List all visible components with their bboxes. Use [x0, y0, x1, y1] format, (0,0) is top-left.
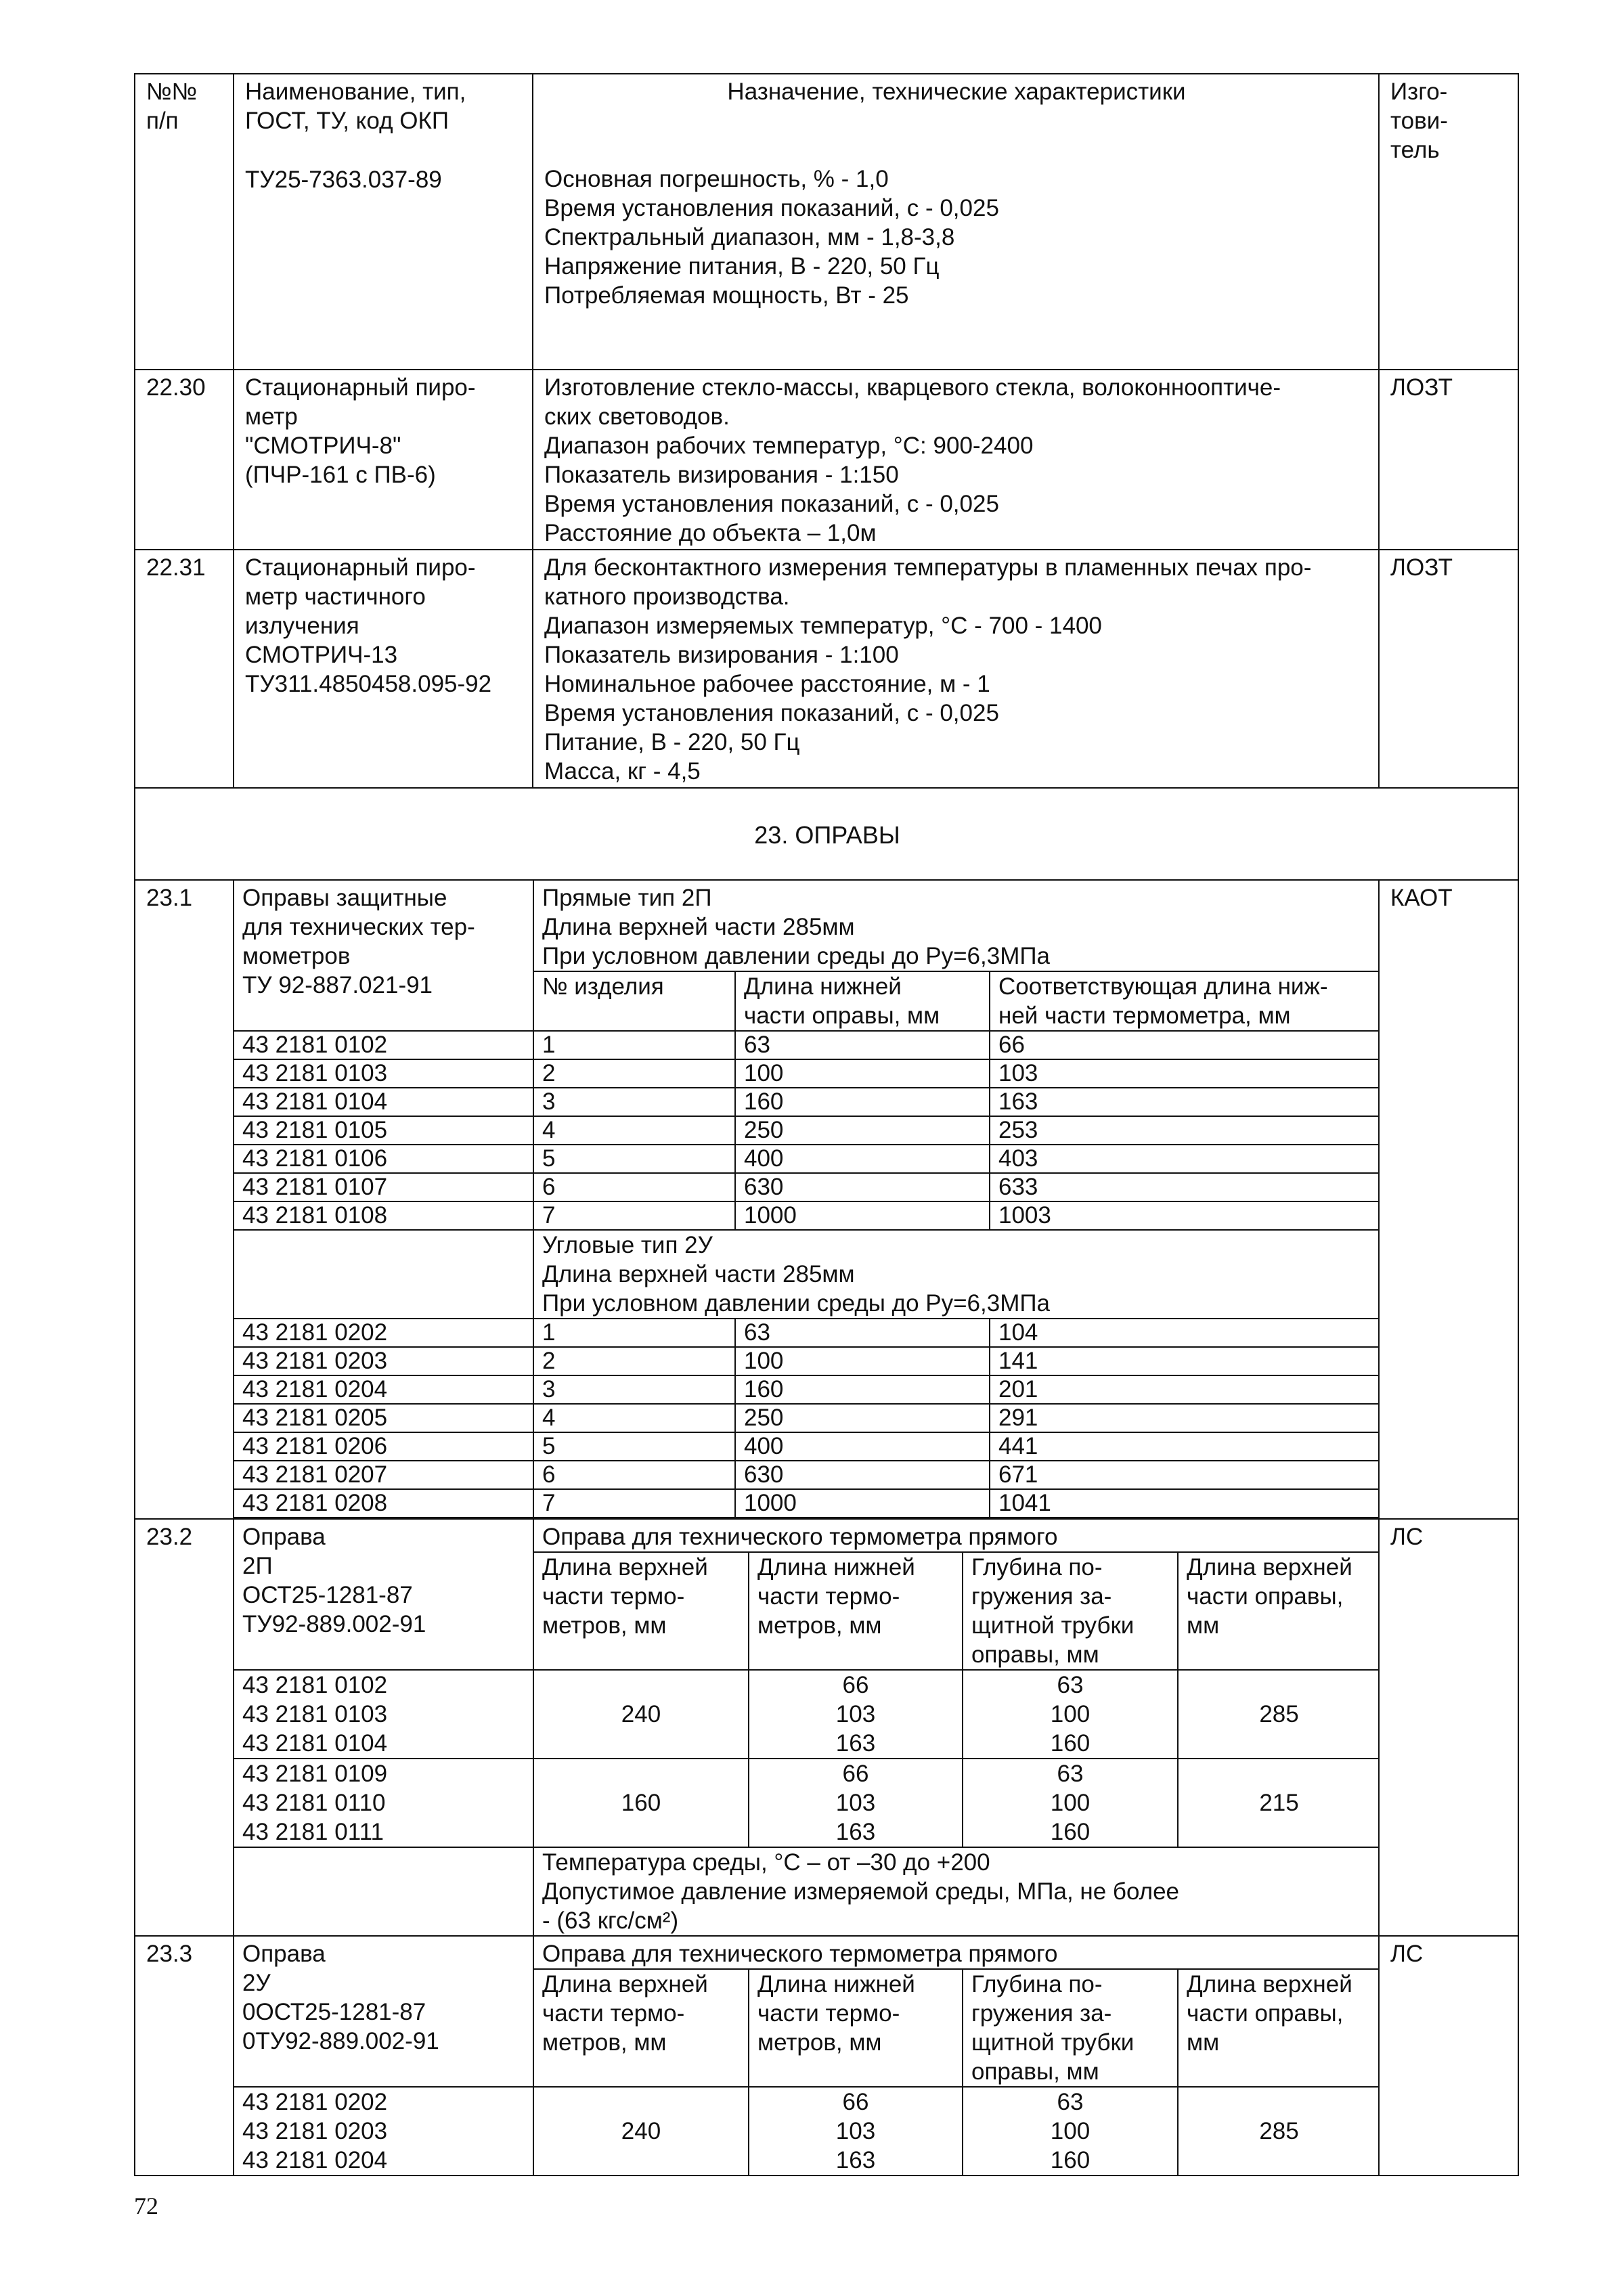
col-header-line: части оправы,	[1187, 1583, 1344, 1610]
value-text: 215	[1259, 1790, 1299, 1816]
col-header-line: метров, мм	[757, 1612, 882, 1639]
col-header-frame	[1178, 1969, 1380, 2087]
product-code: 43 2181 0105	[234, 1116, 533, 1145]
note-line: Допустимое давление измеряемой среды, МПа, не более	[542, 1878, 1180, 1905]
product-code: 43 2181 0106	[234, 1145, 533, 1173]
table-row	[234, 1145, 1380, 1173]
item-name-line: для технических тер-	[242, 914, 475, 940]
spec-line: ских световодов.	[544, 403, 730, 430]
section-heading	[135, 788, 1518, 880]
product-code: 43 2181 0104	[234, 1088, 533, 1116]
angle-intro-row	[234, 1230, 1380, 1319]
table-row	[234, 1319, 1380, 1347]
value-text: 240	[621, 1701, 661, 1727]
col-header-line: Длина верхней	[542, 1971, 708, 1997]
thermo-length: 201	[990, 1375, 1380, 1404]
item-name-line: излучения	[245, 613, 359, 639]
table-row	[234, 1201, 1380, 1230]
item-index: 6	[533, 1461, 735, 1489]
table-row	[135, 880, 1518, 1519]
value-text: 66	[842, 1672, 869, 1698]
value-text: 160	[621, 1790, 661, 1816]
item-23-1-body	[234, 880, 1379, 1519]
value-text: 63	[1057, 1761, 1084, 1787]
item-number-text: 23.1	[146, 885, 193, 911]
intro-line: Прямые тип 2П	[542, 885, 712, 911]
frame-title	[533, 1937, 1380, 1969]
product-code: 43 2181 0207	[234, 1461, 533, 1489]
value-text: 163	[835, 1819, 876, 1845]
spec-line: Масса, кг - 4,5	[544, 758, 701, 785]
maker-text: ЛОЗТ	[1390, 374, 1453, 401]
col-header-line: мм	[1187, 2029, 1220, 2056]
col-header-line: щитной трубки	[971, 1612, 1135, 1639]
col-header-lower	[749, 1552, 963, 1670]
lower-length: 250	[735, 1116, 990, 1145]
col-header-line: части оправы, мм	[744, 1002, 940, 1029]
spec-line: Питание, В - 220, 50 Гц	[544, 729, 800, 755]
item-index: 3	[533, 1088, 735, 1116]
col-header-lower	[735, 971, 990, 1031]
item-name-line: Оправа	[242, 1941, 326, 1967]
codes-cell	[234, 2087, 533, 2175]
product-code: 43 2181 0110	[242, 1790, 386, 1816]
empty-cell	[234, 1230, 533, 1319]
table-row	[234, 1461, 1380, 1489]
header-maker-line: Изго-	[1390, 79, 1448, 105]
product-code: 43 2181 0203	[234, 1347, 533, 1375]
codes-cell	[234, 1670, 533, 1759]
continued-spec-line: Время установления показаний, с - 0,025	[544, 195, 999, 221]
continued-spec-line: Потребляемая мощность, Вт - 25	[544, 282, 909, 309]
col-header-line: гружения за-	[971, 1583, 1112, 1610]
value-text: 160	[1050, 1730, 1091, 1757]
item-name-line: Стационарный пиро-	[245, 374, 476, 401]
col-header-line: оправы, мм	[971, 2058, 1099, 2085]
header-maker-cell	[1379, 74, 1518, 370]
item-number	[135, 1519, 234, 1936]
col-header-depth	[963, 1552, 1178, 1670]
col-header-line: Длина нижней	[757, 1554, 915, 1581]
frame-title-text: Оправа для технического термометра прямого	[542, 1941, 1058, 1967]
continued-spec-line: Напряжение питания, В - 220, 50 Гц	[544, 253, 940, 280]
spec-line: Номинальное рабочее расстояние, м - 1	[544, 671, 990, 697]
col-header-line: части термо-	[757, 2000, 900, 2027]
item-name	[234, 370, 533, 550]
col-header-frame	[1178, 1552, 1380, 1670]
item-name	[234, 1520, 533, 1670]
col-header-line: щитной трубки	[971, 2029, 1135, 2056]
title-row	[234, 1937, 1380, 1969]
item-23-2-subtable	[234, 1520, 1380, 1935]
thermo-length: 104	[990, 1319, 1380, 1347]
item-index: 2	[533, 1347, 735, 1375]
thermo-length: 441	[990, 1432, 1380, 1461]
item-name-line: 0ОСТ25-1281-87	[242, 1999, 426, 2025]
item-name-line: 2П	[242, 1553, 273, 1579]
thermo-length: 291	[990, 1404, 1380, 1432]
col-header-line: № изделия	[542, 973, 664, 1000]
item-name-line: ТУ311.4850458.095-92	[245, 671, 492, 697]
item-name	[234, 1937, 533, 2087]
item-maker	[1379, 370, 1518, 550]
product-code: 43 2181 0203	[242, 2118, 388, 2144]
item-name-line: метр частичного	[245, 583, 426, 610]
col-header-line: гружения за-	[971, 2000, 1112, 2027]
item-name	[234, 550, 533, 788]
item-name-line: мометров	[242, 943, 351, 969]
product-code: 43 2181 0111	[242, 1819, 384, 1845]
product-code: 43 2181 0108	[234, 1201, 533, 1230]
item-maker	[1379, 550, 1518, 788]
thermo-length: 103	[990, 1059, 1380, 1088]
straight-rows	[234, 1031, 1380, 1230]
item-23-2-body	[234, 1519, 1379, 1936]
lower-length: 100	[735, 1059, 990, 1088]
product-code: 43 2181 0204	[234, 1375, 533, 1404]
col-header-line: Длина нижней	[744, 973, 902, 1000]
item-number	[135, 370, 234, 550]
lower-length: 160	[735, 1375, 990, 1404]
thermo-length: 403	[990, 1145, 1380, 1173]
continued-spec-line: Основная погрешность, % - 1,0	[544, 166, 889, 192]
thermo-length: 253	[990, 1116, 1380, 1145]
table-row	[135, 550, 1518, 788]
lower-length: 1000	[735, 1201, 990, 1230]
product-code: 43 2181 0208	[234, 1489, 533, 1518]
col-header-depth	[963, 1969, 1178, 2087]
depths	[963, 2087, 1178, 2175]
section-title: 23. ОПРАВЫ	[754, 820, 900, 849]
table-row	[234, 1088, 1380, 1116]
item-number-text: 22.31	[146, 554, 206, 581]
lower-length: 1000	[735, 1489, 990, 1518]
lower-lengths	[749, 1759, 963, 1847]
product-code: 43 2181 0204	[242, 2147, 388, 2173]
value-text: 103	[835, 1790, 876, 1816]
intro-line: Угловые тип 2У	[542, 1232, 713, 1258]
straight-intro	[533, 881, 1380, 971]
item-23-3-body	[234, 1936, 1379, 2176]
note-line: - (63 кгс/см²)	[542, 1907, 679, 1934]
value-text: 160	[1050, 2147, 1091, 2173]
col-header-line: Глубина по-	[971, 1554, 1103, 1581]
col-header-upper	[533, 1969, 749, 2087]
upper-length	[533, 1759, 749, 1847]
product-code: 43 2181 0109	[242, 1761, 388, 1787]
lower-lengths	[749, 1670, 963, 1759]
product-code: 43 2181 0103	[242, 1701, 388, 1727]
table-header-row	[135, 74, 1518, 370]
item-index: 1	[533, 1031, 735, 1059]
empty-cell	[234, 1847, 533, 1935]
angle-rows	[234, 1319, 1380, 1518]
product-code: 43 2181 0104	[242, 1730, 388, 1757]
item-name-line: СМОТРИЧ-13	[245, 642, 398, 668]
thermo-length: 1003	[990, 1201, 1380, 1230]
value-text: 285	[1259, 2118, 1299, 2144]
lower-length: 63	[735, 1031, 990, 1059]
item-index: 5	[533, 1432, 735, 1461]
note-line: Температура среды, °С – от –30 до +200	[542, 1849, 990, 1876]
title-row	[234, 1520, 1380, 1552]
intro-row	[234, 881, 1380, 971]
item-index: 6	[533, 1173, 735, 1201]
continued-spec-line: Спектральный диапазон, мм - 1,8-3,8	[544, 224, 955, 250]
maker-text: ЛС	[1390, 1524, 1424, 1550]
product-code: 43 2181 0206	[234, 1432, 533, 1461]
lower-length: 630	[735, 1173, 990, 1201]
col-header-line: Длина верхней	[542, 1554, 708, 1581]
frame-length	[1178, 1670, 1380, 1759]
upper-length	[533, 2087, 749, 2175]
value-text: 163	[835, 2147, 876, 2173]
item-index: 7	[533, 1201, 735, 1230]
item-number-text: 22.30	[146, 374, 206, 401]
angle-intro	[533, 1230, 1380, 1319]
item-index: 1	[533, 1319, 735, 1347]
table-row	[234, 1173, 1380, 1201]
group-row	[234, 1670, 1380, 1759]
frame-length	[1178, 1759, 1380, 1847]
codes-cell	[234, 1759, 533, 1847]
table-row	[234, 1375, 1380, 1404]
value-text: 163	[835, 1730, 876, 1757]
item-index: 3	[533, 1375, 735, 1404]
item-maker	[1379, 880, 1518, 1519]
col-header-line: части термо-	[757, 1583, 900, 1610]
table-row	[234, 1347, 1380, 1375]
item-index: 7	[533, 1489, 735, 1518]
spec-line: Диапазон измеряемых температур, °С - 700 - 1400	[544, 613, 1102, 639]
item-name-line: Стационарный пиро-	[245, 554, 476, 581]
value-text: 240	[621, 2118, 661, 2144]
value-text: 103	[835, 2118, 876, 2144]
col-header-lower	[749, 1969, 963, 2087]
col-header-item	[533, 971, 735, 1031]
intro-line: При условном давлении среды до Ру=6,3МПа	[542, 1290, 1050, 1317]
spec-line: Показатель визирования - 1:150	[544, 462, 899, 488]
spec-line: Показатель визирования - 1:100	[544, 642, 899, 668]
item-name-line: метр	[245, 403, 298, 430]
value-text: 100	[1050, 1790, 1091, 1816]
section-row	[135, 788, 1518, 880]
header-num-cell	[135, 74, 234, 370]
header-maker-line: тель	[1390, 137, 1440, 163]
notes-row	[234, 1847, 1380, 1935]
value-text: 66	[842, 2089, 869, 2115]
col-header-line: части термо-	[542, 2000, 685, 2027]
depths	[963, 1759, 1178, 1847]
item-name-line: ТУ 92-887.021-91	[242, 972, 433, 998]
col-header-line: метров, мм	[542, 1612, 667, 1639]
item-index: 4	[533, 1116, 735, 1145]
frame-title-text: Оправа для технического термометра прямого	[542, 1524, 1058, 1550]
item-name-line: ОСТ25-1281-87	[242, 1582, 413, 1608]
item-name-line: Оправы защитные	[242, 885, 447, 911]
thermo-length: 163	[990, 1088, 1380, 1116]
frame-length	[1178, 2087, 1380, 2175]
product-code: 43 2181 0205	[234, 1404, 533, 1432]
item-name-line: "СМОТРИЧ-8"	[245, 433, 401, 459]
product-code: 43 2181 0102	[242, 1672, 388, 1698]
item-number	[135, 550, 234, 788]
spec-line: Расстояние до объекта – 1,0м	[544, 520, 877, 546]
item-23-1-subtable	[234, 881, 1380, 1518]
col-header-line: метров, мм	[757, 2029, 882, 2056]
header-name-line: ГОСТ, ТУ, код ОКП	[245, 108, 449, 134]
page-number: 72	[134, 2192, 158, 2220]
lower-length: 100	[735, 1347, 990, 1375]
lower-length: 63	[735, 1319, 990, 1347]
item-index: 5	[533, 1145, 735, 1173]
item-number	[135, 1936, 234, 2176]
upper-length	[533, 1670, 749, 1759]
item-name-line: 2У	[242, 1970, 271, 1996]
item-name	[234, 881, 533, 1031]
value-text: 66	[842, 1761, 869, 1787]
group-row	[234, 1759, 1380, 1847]
col-header-line: части термо-	[542, 1583, 685, 1610]
item-maker	[1379, 1519, 1518, 1936]
item-name-line: Оправа	[242, 1524, 326, 1550]
group-row	[234, 2087, 1380, 2175]
col-header-line: мм	[1187, 1612, 1220, 1639]
spec-line: Диапазон рабочих температур, °С: 900-2400	[544, 433, 1034, 459]
col-header-line: оправы, мм	[971, 1641, 1099, 1668]
table-row	[234, 1432, 1380, 1461]
continued-item-spec: ТУ25-7363.037-89	[245, 167, 442, 193]
item-name-line: 0ТУ92-889.002-91	[242, 2028, 439, 2054]
value-text: 100	[1050, 1701, 1091, 1727]
spec-line: Изготовление стекло-массы, кварцевого стекла, волоконнооптиче-	[544, 374, 1281, 401]
col-header-thermo	[990, 971, 1380, 1031]
thermo-length: 671	[990, 1461, 1380, 1489]
table-row	[234, 1031, 1380, 1059]
spec-line: Время установления показаний, с - 0,025	[544, 700, 999, 726]
item-description	[533, 550, 1379, 788]
lower-length: 160	[735, 1088, 990, 1116]
item-number-text: 23.3	[146, 1941, 193, 1967]
value-text: 63	[1057, 1672, 1084, 1698]
item-name-line: (ПЧР-161 с ПВ-6)	[245, 462, 436, 488]
col-header-line: ней части термометра, мм	[998, 1002, 1291, 1029]
maker-text: ЛОЗТ	[1390, 554, 1453, 581]
product-code: 43 2181 0202	[242, 2089, 388, 2115]
frame-title	[533, 1520, 1380, 1552]
lower-length: 400	[735, 1145, 990, 1173]
table-row	[234, 1489, 1380, 1518]
col-header-line: части оправы,	[1187, 2000, 1344, 2027]
spec-line: Время установления показаний, с - 0,025	[544, 491, 999, 517]
lower-length: 250	[735, 1404, 990, 1432]
header-num-line: №№	[146, 79, 198, 105]
value-text: 285	[1259, 1701, 1299, 1727]
col-header-upper	[533, 1552, 749, 1670]
item-index: 2	[533, 1059, 735, 1088]
header-name-cell	[234, 74, 533, 370]
thermo-length: 633	[990, 1173, 1380, 1201]
table-row	[234, 1059, 1380, 1088]
maker-text: КАОТ	[1390, 885, 1453, 911]
header-name-line: Наименование, тип,	[245, 79, 466, 105]
catalog-page	[134, 73, 1518, 2173]
table-row	[135, 1936, 1518, 2176]
col-header-line: метров, мм	[542, 2029, 667, 2056]
col-header-line: Длина верхней	[1187, 1971, 1352, 1997]
table-row	[135, 370, 1518, 550]
catalog-table	[134, 73, 1519, 2176]
maker-text: ЛС	[1390, 1941, 1424, 1967]
lower-lengths	[749, 2087, 963, 2175]
spec-line: Для бесконтактного измерения температуры в пламенных печах про-	[544, 554, 1312, 581]
item-number	[135, 880, 234, 1519]
value-text: 103	[835, 1701, 876, 1727]
product-code: 43 2181 0202	[234, 1319, 533, 1347]
intro-line: Длина верхней части 285мм	[542, 914, 855, 940]
intro-line: Длина верхней части 285мм	[542, 1261, 855, 1287]
value-text: 63	[1057, 2089, 1084, 2115]
item-number-text: 23.2	[146, 1524, 193, 1550]
thermo-length: 1041	[990, 1489, 1380, 1518]
item-index: 4	[533, 1404, 735, 1432]
thermo-length: 141	[990, 1347, 1380, 1375]
thermo-length: 66	[990, 1031, 1380, 1059]
item-maker	[1379, 1936, 1518, 2176]
product-code: 43 2181 0107	[234, 1173, 533, 1201]
col-header-line: Длина верхней	[1187, 1554, 1352, 1581]
table-row	[135, 1519, 1518, 1936]
depths	[963, 1670, 1178, 1759]
lower-length: 630	[735, 1461, 990, 1489]
col-header-line: Длина нижней	[757, 1971, 915, 1997]
table-row	[234, 1116, 1380, 1145]
header-desc-cell	[533, 74, 1379, 370]
item-name-line: ТУ92-889.002-91	[242, 1611, 426, 1637]
value-text: 100	[1050, 2118, 1091, 2144]
table-row	[234, 1404, 1380, 1432]
col-header-line: Глубина по-	[971, 1971, 1103, 1997]
header-maker-line: тови-	[1390, 108, 1448, 134]
col-header-line: Соответствующая длина ниж-	[998, 973, 1328, 1000]
value-text: 160	[1050, 1819, 1091, 1845]
header-num-line: п/п	[146, 108, 179, 134]
notes	[533, 1847, 1380, 1935]
intro-line: При условном давлении среды до Ру=6,3МПа	[542, 943, 1050, 969]
header-desc-title: Назначение, технические характеристики	[727, 79, 1186, 105]
product-code: 43 2181 0102	[234, 1031, 533, 1059]
spec-line: катного производства.	[544, 583, 790, 610]
item-23-3-subtable	[234, 1937, 1380, 2175]
product-code: 43 2181 0103	[234, 1059, 533, 1088]
item-description	[533, 370, 1379, 550]
lower-length: 400	[735, 1432, 990, 1461]
